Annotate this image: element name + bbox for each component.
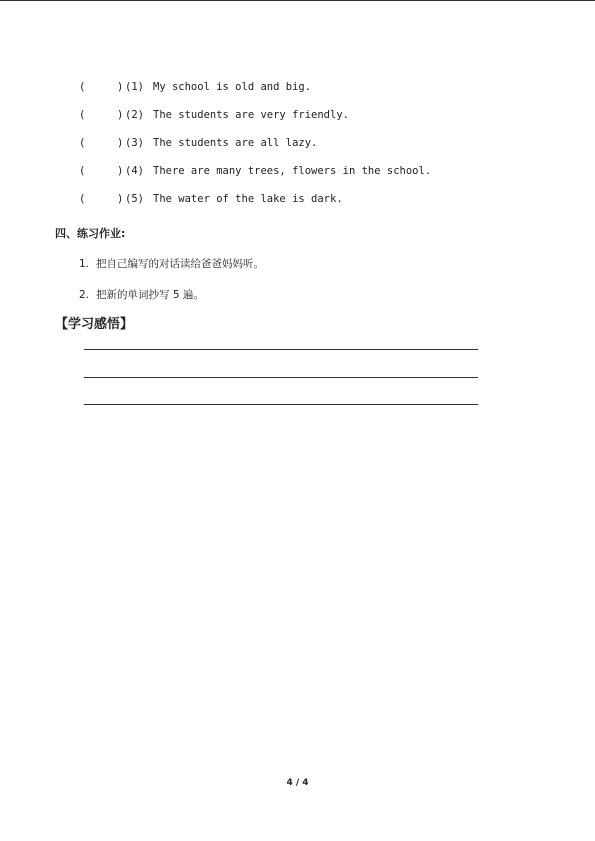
true-false-item-2 (79, 107, 349, 123)
homework-item-number: 2. (79, 289, 90, 301)
true-false-item-4 (79, 163, 431, 179)
homework-item-text: 把新的单词抄写 5 遍。 (96, 289, 204, 301)
item-number: (2) (125, 109, 144, 121)
top-rule (0, 0, 595, 1)
homework-item-number: 1. (79, 258, 90, 270)
homework-item-2 (79, 287, 204, 303)
reflection-heading: 【学习感悟】 (55, 317, 134, 332)
item-statement: There are many trees, flowers in the school. (153, 165, 432, 177)
answer-blank-close: ) (117, 193, 124, 205)
true-false-item-5 (79, 191, 343, 207)
answer-blank-open[interactable]: ( (79, 193, 86, 205)
answer-blank-open[interactable]: ( (79, 81, 86, 93)
reflection-writing-line-2[interactable] (84, 377, 478, 378)
answer-blank-open[interactable]: ( (79, 137, 86, 149)
answer-blank-close: ) (117, 81, 124, 93)
answer-blank-close: ) (117, 109, 124, 121)
item-statement: The students are very friendly. (153, 109, 349, 121)
reflection-writing-line-1[interactable] (84, 349, 478, 350)
item-statement: The students are all lazy. (153, 137, 318, 149)
item-number: (5) (125, 193, 144, 205)
true-false-item-1 (79, 79, 311, 95)
item-number: (3) (125, 137, 144, 149)
item-number: (1) (125, 81, 144, 93)
homework-item-1 (79, 256, 264, 272)
answer-blank-close: ) (117, 165, 124, 177)
homework-item-text: 把自己编写的对话读给爸爸妈妈听。 (96, 258, 264, 270)
item-statement: The water of the lake is dark. (153, 193, 343, 205)
homework-heading: 四、练习作业: (55, 227, 126, 240)
reflection-writing-line-3[interactable] (84, 404, 478, 405)
answer-blank-close: ) (117, 137, 124, 149)
answer-blank-open[interactable]: ( (79, 165, 86, 177)
answer-blank-open[interactable]: ( (79, 109, 86, 121)
page-number: 4 / 4 (286, 778, 309, 788)
item-number: (4) (125, 165, 144, 177)
item-statement: My school is old and big. (153, 81, 312, 93)
true-false-item-3 (79, 135, 317, 151)
